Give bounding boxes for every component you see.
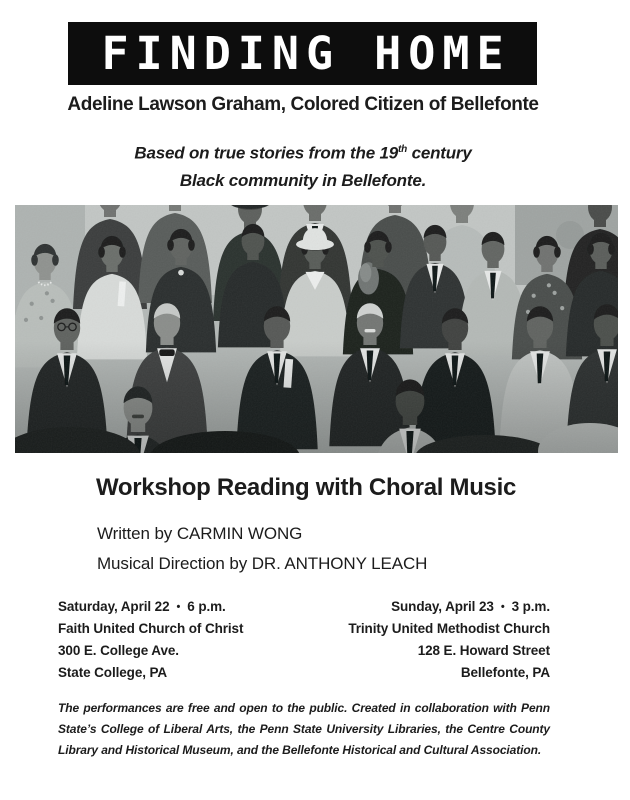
event-datetime — [348, 596, 550, 618]
event-datetime — [58, 596, 243, 618]
event-venue: Faith United Church of Christ — [58, 621, 244, 636]
footer-line: The performances are free and open to the public. Created in collaboration with Penn — [58, 701, 550, 715]
bullet-separator: • — [500, 601, 505, 613]
event-city: State College, PA — [58, 665, 168, 680]
group-photo-svg — [15, 205, 618, 453]
credit-writer: Written by CARMIN WONG — [97, 524, 303, 543]
tagline-line1 — [0, 136, 606, 167]
event-heading: Workshop Reading with Choral Music — [95, 474, 517, 501]
tagline-line2: Black community in Bellefonte. — [179, 170, 427, 190]
tagline-line1-post: century — [407, 143, 472, 163]
event-address: 128 E. Howard Street — [417, 643, 550, 658]
credit-musical-direction: Musical Direction by DR. ANTHONY LEACH — [97, 554, 428, 573]
event-city: Bellefonte, PA — [460, 665, 550, 680]
tagline-line1-pre: Based on true stories from the 19 — [134, 143, 398, 163]
footer-line: State’s College of Liberal Arts, the Penn State University Libraries, the Centre County — [58, 722, 550, 736]
event-sunday — [348, 596, 550, 684]
footer-note — [58, 698, 550, 761]
event-list — [58, 596, 550, 684]
footer-line: Library and Historical Museum, and the Bellefonte Historical and Cultural Association. — [58, 743, 542, 757]
group-photo — [15, 205, 618, 453]
tagline — [0, 136, 606, 194]
ordinal-superscript: th — [398, 144, 408, 155]
bullet-separator: • — [176, 601, 181, 613]
event-venue: Trinity United Methodist Church — [348, 621, 550, 636]
event-date: Sunday, April 23 — [391, 599, 494, 614]
credits — [97, 519, 427, 579]
event-time: 6 p.m. — [187, 599, 226, 614]
poster-subtitle: Adeline Lawson Graham, Colored Citizen of Bellefonte — [67, 94, 539, 115]
event-time: 3 p.m. — [511, 599, 550, 614]
event-address: 300 E. College Ave. — [58, 643, 179, 658]
title-banner — [68, 22, 537, 85]
event-saturday — [58, 596, 243, 684]
event-date: Saturday, April 22 — [58, 599, 170, 614]
poster-title: FINDING HOME — [101, 27, 511, 80]
